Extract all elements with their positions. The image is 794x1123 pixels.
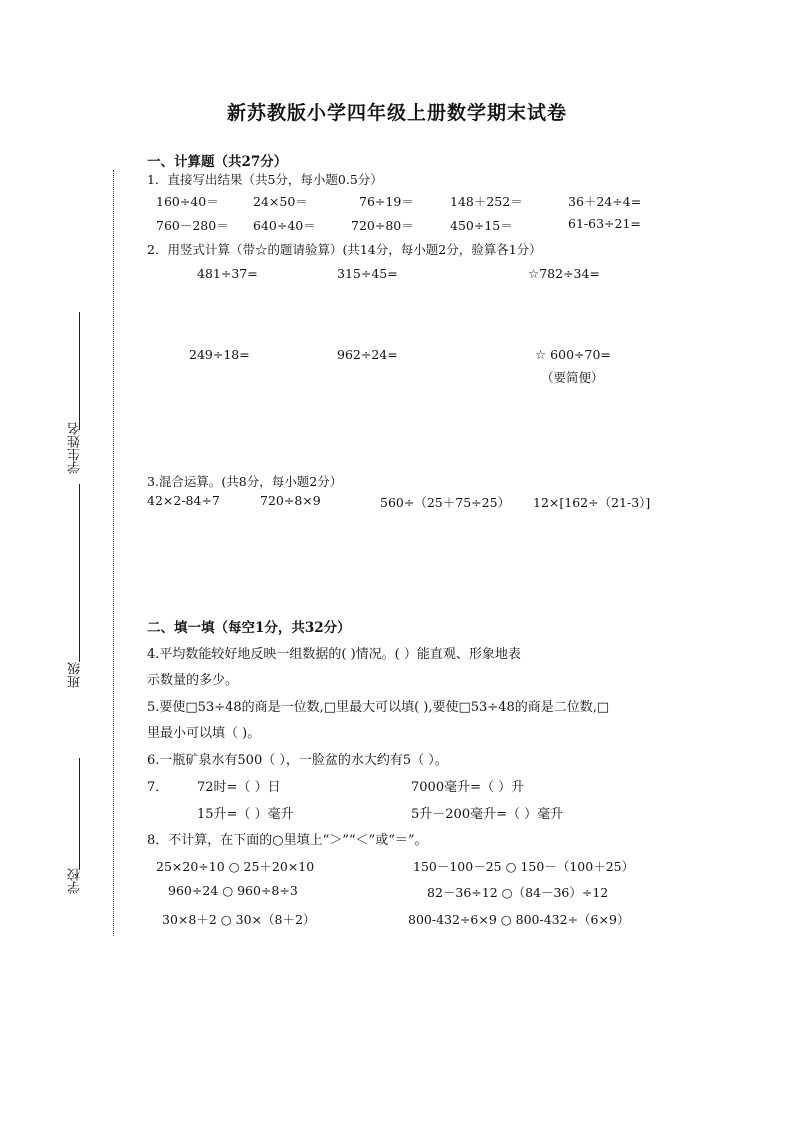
q1-item: 76÷19＝	[359, 194, 414, 209]
q4-line1: 4.平均数能较好地反映一组数据的( )情况。( ）能直观、形象地表	[147, 647, 521, 662]
q8-compare-item: 960÷24 ○ 960÷8÷3	[168, 883, 298, 898]
q2-heading: 2．用竖式计算（带☆的题请验算）(共14分，每小题2分，验算各1分）	[147, 242, 542, 257]
q1-item: 760－280＝	[156, 218, 229, 233]
page-title: 新苏教版小学四年级上册数学期末试卷	[226, 102, 567, 124]
q1-item: 36＋24÷4=	[568, 194, 642, 209]
q2-item: 481÷37=	[197, 266, 258, 281]
q8-compare-item: 30×8＋2 ○ 30×（8＋2）	[162, 912, 316, 927]
q5-line2: 里最小可以填（ )。	[147, 726, 261, 741]
q7-item: 7000毫升=（ ）升	[411, 780, 525, 795]
q3-item: 560÷（25＋75÷25）	[380, 495, 511, 510]
q1-item: 450÷15＝	[450, 218, 513, 233]
q2-item: 962÷24=	[337, 347, 398, 362]
q8-compare-item: 82－36÷12 ○（84－36）÷12	[427, 885, 609, 900]
q8-compare-item: 25×20÷10 ○ 25＋20×10	[156, 859, 315, 874]
q1-item: 640÷40＝	[253, 218, 316, 233]
class-label: 班级	[68, 662, 83, 688]
student-name-label: 学生姓名	[68, 422, 83, 474]
q2-item: 249÷18=	[189, 347, 250, 362]
school-underline	[79, 758, 80, 870]
q8-compare-item: 150－100－25 ○ 150－（100＋25）	[413, 859, 635, 874]
q3-item: 720÷8×9	[260, 493, 321, 508]
q1-item: 61-63÷21=	[568, 216, 641, 231]
q1-item: 720÷80＝	[351, 218, 414, 233]
q1-heading: 1．直接写出结果（共5分，每小题0.5分）	[147, 172, 383, 187]
q7-item: 15升=（ ）毫升	[197, 807, 294, 822]
q3-heading: 3.混合运算。(共8分，每小题2分）	[147, 474, 343, 489]
section1-heading: 一、计算题（共27分）	[147, 154, 288, 170]
q5-line1: 5.要使□53÷48的商是一位数,□里最大可以填( ),要使□53÷48的商是二位数,□	[147, 700, 610, 715]
school-label: 学校	[68, 868, 83, 894]
q1-item: 24×50＝	[253, 194, 308, 209]
q2-item: ☆782÷34=	[528, 266, 600, 281]
q1-item: 160÷40＝	[156, 194, 219, 209]
q7-number: 7．	[147, 780, 169, 795]
q4-line2: 示数量的多少。	[147, 673, 239, 688]
class-underline	[79, 484, 80, 662]
q6-text: 6.一瓶矿泉水有500（ ），一脸盆的水大约有5（ ）。	[147, 753, 448, 768]
q1-item: 148＋252＝	[450, 194, 523, 209]
q2-item: ☆ 600÷70=	[535, 347, 611, 362]
q2-item: 315÷45=	[337, 266, 398, 281]
q7-item: 5升－200毫升=（ ）毫升	[411, 807, 564, 822]
q8-compare-item: 800-432÷6×9 ○ 800-432÷（6×9）	[408, 912, 630, 927]
name-underline	[79, 312, 80, 430]
q7-item: 72时=（ ）日	[197, 780, 281, 795]
section2-heading: 二、填一填（每空1分，共32分）	[147, 620, 351, 636]
q8-heading: 8．不计算，在下面的○里填上“＞”“＜”或“＝”。	[147, 833, 428, 848]
binding-dotted-line	[113, 170, 114, 936]
q2-note: （要简便）	[541, 370, 604, 385]
q3-item: 42×2-84÷7	[147, 493, 220, 508]
q3-item: 12×[162÷（21-3）]	[533, 495, 651, 510]
